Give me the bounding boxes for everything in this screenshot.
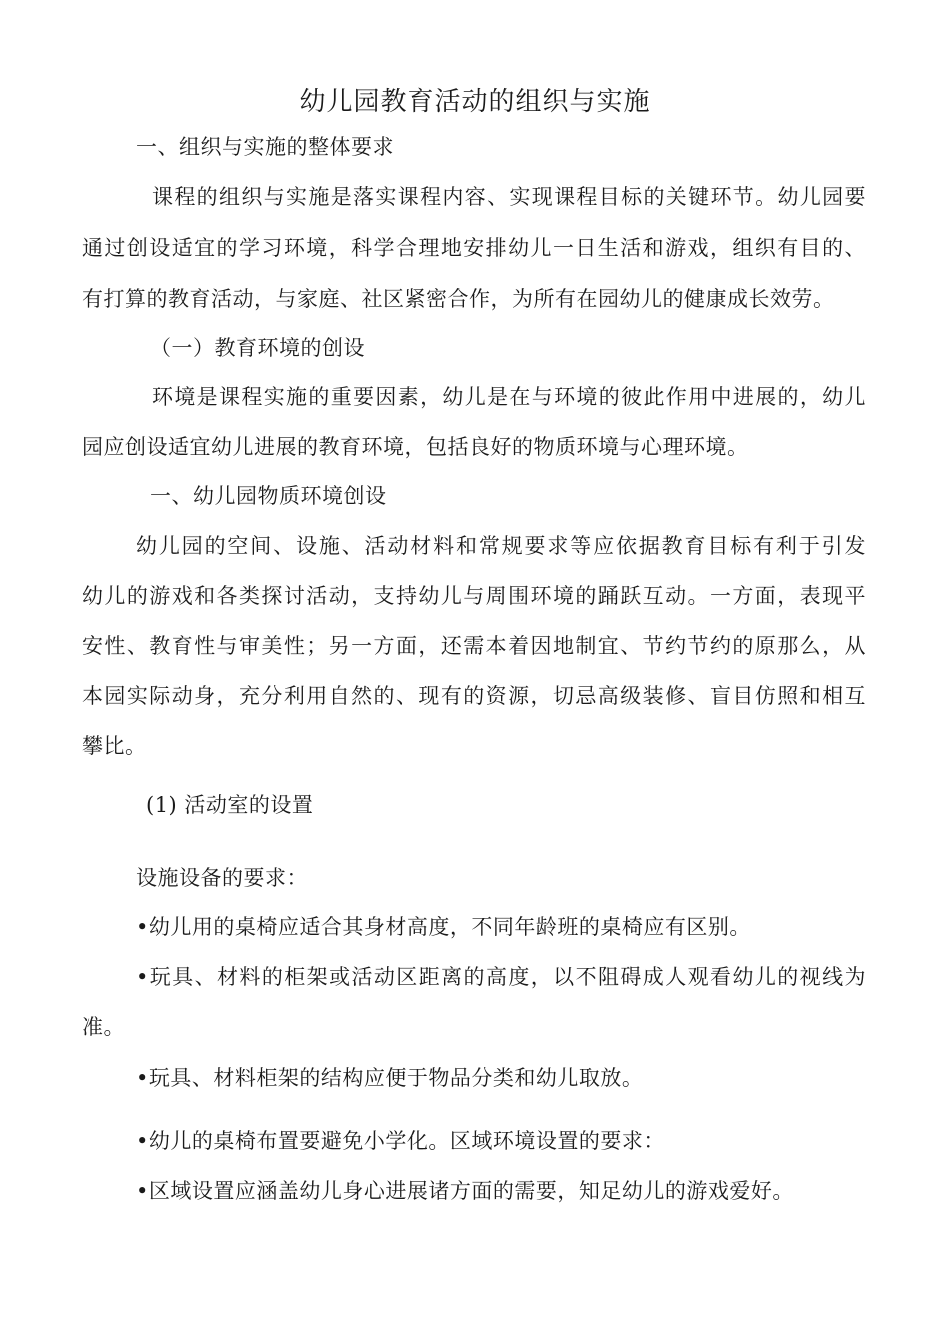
section-heading: 一、组织与实施的整体要求 [136,135,394,159]
paragraph-line: 攀比。 [82,734,147,758]
paragraph-line: 环境是课程实施的重要因素，幼儿是在与环境的彼此作用中进展的，幼儿 [152,385,866,409]
bullet-item: •玩具、材料柜架的结构应便于物品分类和幼儿取放。 [136,1066,644,1090]
section-heading: 一、幼儿园物质环境创设 [150,484,387,508]
paragraph-line: 幼儿的游戏和各类探讨活动，支持幼儿与周围环境的踊跃互动。一方面，表现平 [82,584,866,608]
paragraph-line: 幼儿园的空间、设施、活动材料和常规要求等应依据教育目标有利于引发 [136,534,866,558]
paragraph-line: 园应创设适宜幼儿进展的教育环境，包括良好的物质环境与心理环境。 [82,435,749,459]
subsection-heading: （一）教育环境的创设 [150,336,365,360]
paragraph-line: 有打算的教育活动，与家庭、社区紧密合作，为所有在园幼儿的健康成长效劳。 [82,287,835,311]
paragraph-line: 安性、教育性与审美性；另一方面，还需本着因地制宜、节约节约的原那么，从 [82,634,866,658]
paragraph-line: 设施设备的要求： [136,866,308,890]
bullet-item: •幼儿用的桌椅应适合其身材高度，不同年龄班的桌椅应有区别。 [136,915,751,939]
bullet-item-continuation: 准。 [82,1015,125,1039]
numbered-heading: (1) 活动室的设置 [146,793,314,817]
bullet-item: •幼儿的桌椅布置要避免小学化。区域环境设置的要求： [136,1129,665,1153]
bullet-item: •玩具、材料的柜架或活动区距离的高度，以不阻碍成人观看幼儿的视线为 [136,965,866,989]
bullet-item: •区域设置应涵盖幼儿身心进展诸方面的需要，知足幼儿的游戏爱好。 [136,1179,794,1203]
paragraph-line: 课程的组织与实施是落实课程内容、实现课程目标的关键环节。幼儿园要 [152,185,866,209]
paragraph-line: 通过创设适宜的学习环境，科学合理地安排幼儿一日生活和游戏，组织有目的、 [82,236,866,260]
document-title: 幼儿园教育活动的组织与实施 [299,87,651,117]
paragraph-line: 本园实际动身，充分利用自然的、现有的资源，切忌高级装修、盲目仿照和相互 [82,684,866,708]
